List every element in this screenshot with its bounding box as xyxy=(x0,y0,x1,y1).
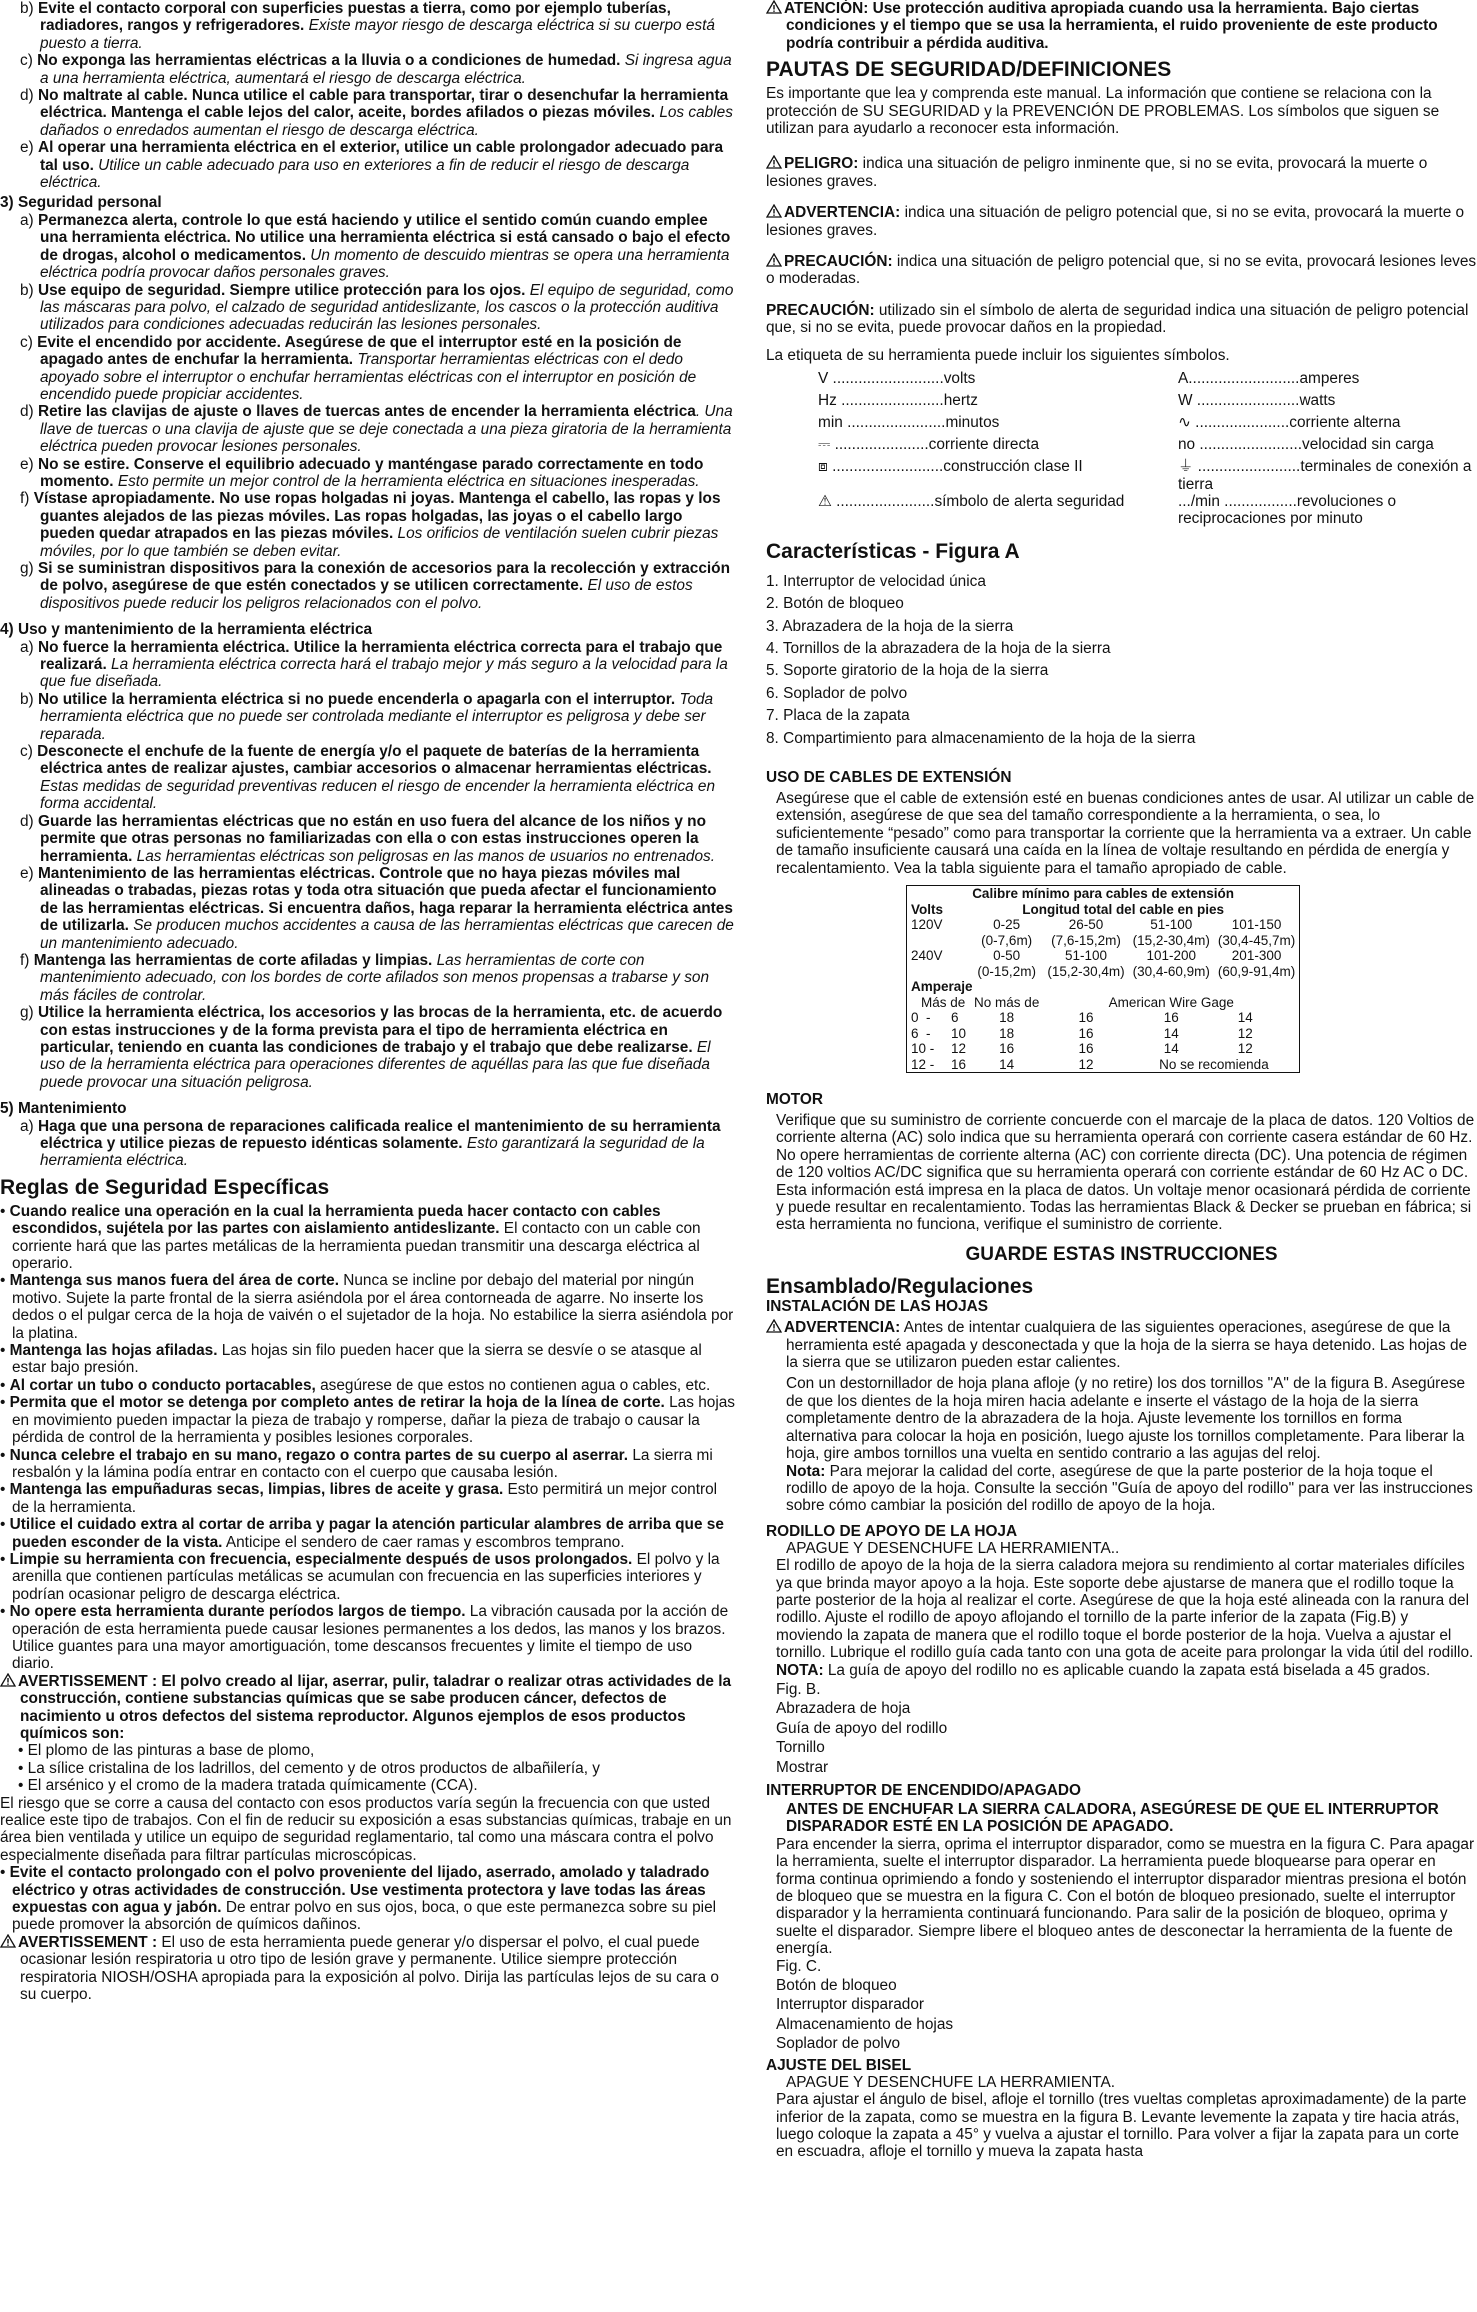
section-3-list xyxy=(0,212,735,612)
s3-item: d) Retire las clavijas de ajuste o llaves de tuercas antes de encender la herramienta eléctrica. Una llave de tuercas o una clavija de ajuste que se deje conectada a una pieza giratoria de la herramienta eléctrica pueden provocar lesiones personales. xyxy=(20,403,733,456)
section-5-title: 5) Mantenimiento xyxy=(0,1100,127,1118)
s4-item: a) No fuerce la herramienta eléctrica. Utilice la herramienta eléctrica correcta para el trabajo que realizará. La herramienta eléctrica correcta hará el trabajo mejor y más seguro a la velocidad para la que fue diseñada. xyxy=(20,638,728,691)
symbol-row: ⧈ ..........................construcción clase II ⏚ ........................terminales de conexión a tierra xyxy=(818,458,1472,493)
chemical-item: • El plomo de las pinturas a base de plomo, xyxy=(18,1742,315,1760)
precaucion-definition: PRECAUCIÓN: indica una situación de peligro potencial que, si no se evita, provocará lesiones leves o moderadas. xyxy=(766,253,1477,288)
figure-c-legend xyxy=(766,1958,1477,2053)
pautas-intro: Es importante que lea y comprenda este manual. La información que contiene se relaciona con la protección de SU SEGURIDAD y la PREVENCIÓN DE PROBLEMAS. Los símbolos que siguen se utilizan para ayudarlo a reconocer esta información. xyxy=(766,85,1440,138)
safety-item-e: e) Al operar una herramienta eléctrica en el exterior, utilice un cable prolongador adecuado para tal uso. Utilice un cable adecuado para uso en exteriores a fin de reducir el riesgo de descarga eléctrica. xyxy=(20,139,724,192)
warning-triangle-icon xyxy=(766,1319,782,1333)
caract-item: 7. Placa de la zapata xyxy=(766,707,910,725)
avertissement-1: AVERTISSEMENT : El polvo creado al lijar, aserrar, pulir, taladrar o realizar otras actividades de la construcción, contiene substancias químicas que se sabe producen cáncer, defectos de nacimiento u otros defectos del sistema reproductor. Algunos ejemplos de esos productos químicos son: xyxy=(0,1673,735,1743)
symbol-row: ⎓ ......................corriente directa no ........................velocidad sin carga xyxy=(818,436,1434,454)
s4-item: f) Mantenga las herramientas de corte afiladas y limpias. Las herramientas de corte con mantenimiento adecuado, con los bordes de corte afilados son menos propensas a trabarse y son más fáciles de controlar. xyxy=(20,951,710,1004)
s3-item: g) Si se suministran dispositivos para la conexión de accesorios para la recolección y extracción de polvo, asegúrese de que estén conectados y se utilicen correctamente. El uso de estos dispositivos puede reducir los peligros relacionados con el polvo. xyxy=(20,560,730,612)
rodillo-nota: NOTA: La guía de apoyo del rodillo no es aplicable cuando la zapata está biselada a 45 grados. xyxy=(776,1661,1431,1679)
fig-b-item: Abrazadera de hoja xyxy=(776,1700,911,1718)
regla-item: • Mantenga sus manos fuera del área de corte. Nunca se incline por debajo del material por ningún motivo. Sujete la parte frontal de la sierra asiéndola por el área contorneada de agarre. No inserte los dedos o el pulgar cerca de la hoja de vaivén o el sujetador de la hoja. No estabilice la sierra asiéndola por la platina. xyxy=(0,1272,734,1342)
symbol-row: Hz ........................hertz W ........................watts xyxy=(818,392,1336,410)
ext-row: 10 - 12 16 16 14 12 xyxy=(911,1041,1253,1056)
s5-item: a) Haga que una persona de reparaciones calificada realice el mantenimiento de su herramienta eléctrica y utilice piezas de repuesto idénticas solamente. Esto garantizará la seguridad de la herramienta eléctrica. xyxy=(20,1117,721,1170)
regla-item: • No opere esta herramienta durante períodos largos de tiempo. La vibración causada por la acción de operación de esta herramienta puede causar lesiones permanentes a los dedos, las manos y los brazos. Utilice guantes para una mayor amortiguación, tome descansos frecuentes y limite el tiempo de uso diario. xyxy=(0,1603,729,1673)
s4-item: c) Desconecte el enchufe de la fuente de energía y/o el paquete de baterías de la herramienta eléctrica antes de realizar ajustes, cambiar accesorios o almacenar herramientas eléctricas. Estas medidas de seguridad preventivas reducen el riesgo de encender la herramienta eléctrica en forma accidental. xyxy=(20,743,716,813)
rodillo-text: El rodillo de apoyo de la hoja de la sierra caladora mejora su rendimiento al cortar materiales difíciles ya que brinda mayor apoyo a la hoja. Este soporte debe ajustarse de manera que el rodillo toque la parte posterior de la hoja al realizar el corte. Asegúrese de que la hoja esté alineada con la ranura del rodillo. Ajuste el rodillo de apoyo aflojando el tornillo de la parte inferior de la zapata (Fig.B) y moviendo la zapata de manera que el rodillo toque el borde posterior de la hoja. Vuelva a ajustar el tornillo. Lubrique el rodillo guía cada tanto con una gota de aceite para prolongar la vida útil del rodillo. xyxy=(776,1557,1474,1662)
s4-item: b) No utilice la herramienta eléctrica si no puede encenderla o apagarla con el interruptor. Toda herramienta eléctrica que no puede ser controlada mediante el interruptor es peligrosa y debe ser reparada. xyxy=(20,690,714,743)
caract-item: 8. Compartimiento para almacenamiento de la hoja de la sierra xyxy=(766,729,1196,747)
chemical-item: • El arsénico y el cromo de la madera tratada químicamente (CCA). xyxy=(18,1777,478,1795)
left-column xyxy=(0,0,735,2312)
warning-triangle-icon xyxy=(0,1673,16,1687)
symbol-row: V ..........................volts A..........................amperes xyxy=(818,370,1360,388)
ensamblado-title: Ensamblado/Regulaciones xyxy=(766,1275,1034,1299)
regla-item: • Utilice el cuidado extra al cortar de arriba y pagar la atención particular alambres de arriba que se pueden esconder de la vista. Anticipe el sendero de caer ramas y escombros temprano. xyxy=(0,1516,724,1551)
caract-item: 4. Tornillos de la abrazadera de la hoja de la sierra xyxy=(766,639,1111,657)
caract-item: 1. Interruptor de velocidad única xyxy=(766,572,986,590)
safety-alert-icon: ⚠ xyxy=(818,492,832,510)
avertissement-1-after: El riesgo que se corre a causa del contacto con esos productos varía según la frecuencia con que usted realice este tipo de trabajos. Con el fin de reducir su exposición a esas substancias químicas, trabaje en un área bien ventilada y utilice un equipo de seguridad reglamentario, tal como una máscara contra el polvo especialmente diseñada para filtrar partículas microscópicas. xyxy=(0,1794,732,1864)
regla-item: • Limpie su herramienta con frecuencia, especialmente después de usos prolongados. El polvo y la arenilla que contienen partículas metálicas se acumulan con frecuencia en las superficies interiores y podrían ocasionar peligro de descarga eléctrica. xyxy=(0,1550,720,1603)
rodillo-title: RODILLO DE APOYO DE LA HOJA xyxy=(766,1522,1018,1540)
section-4-title: 4) Uso y mantenimiento de la herramienta eléctrica xyxy=(0,621,373,639)
motor-text: Verifique que su suministro de corriente concuerde con el marcaje de la placa de datos. 120 Voltios de corriente alterna (AC) solo indica que su herramienta operará con corriente casera estándar de 60 Hz. No opere herramientas de corriente alterna (AC) con corriente directa (DC). Una potencia de régimen de 120 voltios AC/DC significa que su herramienta operará con corriente estándar de 60 Hz AC o DC. Esta información está impresa en la placa de datos. Un voltaje menor ocasionará pérdida de corriente y puede resultar en recalentamiento. Todas las herramientas Black & Decker se prueban en fábrica; si esta herramienta no funciona, verifique el suministro de corriente. xyxy=(776,1112,1475,1234)
instalacion-text: Con un destornillador de hoja plana afloje (y no retire) los dos tornillos "A" de la figura B. Asegúrese de que los dientes de la hoja miren hacia adelante e inserte el vástago de la hoja de la sierra completamente dentro de la abrazadera de la hoja. Ajuste levemente los tornillos en forma alternativa para colocar la hoja en posición, luego ajuste los tornillos completamente. Para liberar la hoja, gire ambos tornillos una vuelta en sentido contrario a las agujas del reloj. xyxy=(786,1375,1466,1463)
caract-item: 6. Soplador de polvo xyxy=(766,684,908,702)
caracteristicas-list xyxy=(766,573,1477,747)
caracteristicas-title: Características - Figura A xyxy=(766,539,1020,563)
right-column xyxy=(766,0,1477,2312)
etiqueta-intro: La etiqueta de su herramienta puede incluir los siguientes símbolos. xyxy=(766,346,1230,364)
fig-c-item: Almacenamiento de hojas xyxy=(776,2015,954,2033)
avertissement-2: AVERTISSEMENT : El uso de esta herramienta puede generar y/o dispersar el polvo, el cual puede ocasionar lesión respiratoria u otro tipo de lesión grave y permanente. Utilice siempre protección respiratoria NIOSH/OSHA apropiada para la exposición al polvo. Dirija las partículas lejos de su cara o su cuerpo. xyxy=(0,1934,735,2004)
guarde-instrucciones: GUARDE ESTAS INSTRUCCIONES xyxy=(965,1243,1278,1265)
cables-text: Asegúrese que el cable de extensión esté en buenas condiciones antes de usar. Al utilizar un cable de extensión, asegúrese de que sea del tamaño correspondiente a la herramienta, o sea, lo suficientemente “pesado” como para transportar la corriente que la herramienta va a extraer. Un cable de tamaño insuficiente causará una caída en la línea de voltaje resultando en pérdida de energía y recalentamiento. Vea la tabla siguiente para el tamaño apropiado de cable. xyxy=(776,789,1475,877)
reglas-list xyxy=(0,1203,735,1673)
s4-item: d) Guarde las herramientas eléctricas que no están en uso fuera del alcance de los niños y no permite que otras personas no familiarizadas con ella o con estas instrucciones operen la herramienta. Las herramientas eléctricas son peligrosas en las manos de usuarios no entrenados. xyxy=(20,812,716,865)
fig-c-item: Soplador de polvo xyxy=(776,2035,901,2053)
fig-b-item: Tornillo xyxy=(776,1739,825,1757)
s3-item: b) Use equipo de seguridad. Siempre utilice protección para los ojos. El equipo de seguridad, como las máscaras para polvo, el calzado de seguridad antideslizante, los cascos o la protección auditiva utilizados para condiciones adecuadas reducirán las lesiones personales. xyxy=(20,281,734,334)
bisel-subtitle: APAGUE Y DESENCHUFE LA HERRAMIENTA. xyxy=(786,2073,1115,2091)
regla-item: • Permita que el motor se detenga por completo antes de retirar la hoja de la línea de corte. Las hojas en movimiento pueden impactar la pieza de trabajo y romperse, dañar la pieza de trabajo o causar la pérdida de control de la herramienta y posibles lesiones corporales. xyxy=(0,1394,735,1447)
pautas-title: PAUTAS DE SEGURIDAD/DEFINICIONES xyxy=(766,58,1172,82)
ext-row: 12 - 16 14 12 No se recomienda xyxy=(911,1056,1269,1072)
extension-cord-table: Calibre mínimo para cables de extensión Volts Longitud total del cable en pies 120V 0-25 26-50 51-100 101-150 (0-7,6m) (7,6-15,2m) (15,2-30,4m) (30,4-45,7m) 240V 0-50 51-100 101-200 201-300 (0-15,2m) (15,2-30,4m) (30,4-60,9m) (60,9-91,4m) Amperaje Más de No más de American Wire Gage 0 - 6 18 16 16 14 6 - 10 18 16 14 12 10 - 12 16 16 14 12 12 - 16 14 12 No se recomienda xyxy=(906,885,1300,1073)
warning-triangle-icon xyxy=(766,253,782,267)
cables-title: USO DE CABLES DE EXTENSIÓN xyxy=(766,768,1012,786)
s3-item: e) No se estire. Conserve el equilibrio adecuado y manténgase parado correctamente en todo momento. Esto permite un mejor control de la herramienta eléctrica en situaciones inesperadas. xyxy=(20,455,704,490)
ac-current-icon: ∿ xyxy=(1178,414,1191,432)
section-3-title: 3) Seguridad personal xyxy=(0,194,162,212)
safety-item-d: d) No maltrate al cable. Nunca utilice el cable para transportar, tirar o desenchufar la herramienta eléctrica. Mantenga el cable lejos del calor, aceite, bordes afilados o piezas móviles. Los cables dañados o enredados aumentan el riesgo de descarga eléctrica. xyxy=(20,87,733,139)
reglas-title: Reglas de Seguridad Específicas xyxy=(0,1175,330,1199)
interruptor-warning: ANTES DE ENCHUFAR LA SIERRA CALADORA, ASEGÚRESE DE QUE EL INTERRUPTOR DISPARADOR ESTÉ EN LA POSICIÓN DE APAGADO. xyxy=(786,1801,1439,1836)
fig-c-item: Interruptor disparador xyxy=(776,1996,924,2014)
regla-item: • Nunca celebre el trabajo en su mano, regazo o contra partes de su cuerpo al aserrar. La sierra mi resbalón y la lámina podía entrar en contacto con el cuerpo que causaba lesión. xyxy=(0,1446,713,1481)
section-4-list xyxy=(0,639,735,1092)
atencion-notice: ATENCIÓN: Use protección auditiva apropiada cuando usa la herramienta. Bajo ciertas condiciones y el tiempo que se usa la herramienta, el ruido proveniente de este producto podría contribuir a pérdida auditiva. xyxy=(766,0,1477,52)
chemical-item: • La sílice cristalina de los ladrillos, del cemento y de otros productos de albañilería, y xyxy=(18,1759,600,1777)
motor-title: MOTOR xyxy=(766,1091,824,1108)
peligro-definition: PELIGRO: indica una situación de peligro inminente que, si no se evita, provocará la muerte o lesiones graves. xyxy=(766,155,1428,190)
fig-b-item: Mostrar xyxy=(776,1758,829,1776)
s3-item: c) Evite el encendido por accidente. Asegúrese de que el interruptor esté en la posición de apagado antes de enchufar la herramienta. Transportar herramientas eléctricas con el dedo apoyado sobre el interruptor o enchufar herramientas eléctricas con el interruptor en posición de encendido puede propiciar accidentes. xyxy=(20,333,697,403)
regla-item: • Mantenga las hojas afiladas. Las hojas sin filo pueden hacer que la sierra se desvíe o se atasque al estar bajo presión. xyxy=(0,1342,702,1377)
figure-b-legend xyxy=(766,1681,1477,1776)
fig-c-item: Fig. C. xyxy=(776,1957,822,1975)
s4-item: e) Mantenimiento de las herramientas eléctricas. Controle que no haya piezas móviles mal alineadas o trabadas, piezas rotas y toda otra situación que pueda afectar el funcionamiento de las herramientas eléctricas. Si encuentra daños, haga reparar la herramienta eléctrica antes de utilizarla. Se producen muchos accidentes a causa de las herramientas eléctricas que carecen de un mantenimiento adecuado. xyxy=(20,864,734,952)
regla-item: • Cuando realice una operación en la cual la herramienta pueda hacer contacto con cables escondidos, sujétela por las partes con aislamiento antideslizante. El contacto con un cable con corriente hará que las partes metálicas de la herramienta puedan transmitir una descarga eléctrica al operario. xyxy=(0,1202,701,1273)
instalacion-nota: Nota: Para mejorar la calidad del corte, asegúrese de que la parte posterior de la hoja toque el rodillo de apoyo de la hoja. Consulte la sección "Guía de apoyo del rodillo" para ver las instrucciones sobre cómo cambiar la posición del rodillo de apoyo de la hoja. xyxy=(786,1462,1473,1515)
dc-current-icon: ⎓ xyxy=(818,436,831,454)
fig-b-item: Fig. B. xyxy=(776,1680,821,1698)
ext-row: 6 - 10 18 16 14 12 xyxy=(911,1025,1253,1041)
fig-c-item: Botón de bloqueo xyxy=(776,1977,897,1995)
interruptor-title: INTERRUPTOR DE ENCENDIDO/APAGADO xyxy=(766,1782,1081,1799)
ext-row: 0 - 6 18 16 16 14 xyxy=(911,1010,1253,1025)
precaucion-no-symbol-definition: PRECAUCIÓN: utilizado sin el símbolo de alerta de seguridad indica una situación de peligro potencial que, si no se evita, puede provocar daños en la propiedad. xyxy=(766,301,1469,337)
symbols-table xyxy=(818,370,1477,528)
rodillo-subtitle: APAGUE Y DESENCHUFE LA HERRAMIENTA.. xyxy=(786,1539,1120,1557)
bisel-text: Para ajustar el ángulo de bisel, afloje el tornillo (tres vueltas completas aproximadamente) de la parte inferior de la zapata, como se muestra en la figura B. Levante levemente la zapata y tire hacia atrás, luego coloque la zapata a 45° y vuelva a ajustar el tornillo. Para volver a fijar la zapata para un corte en escuadra, afloje el tornillo y mueva la zapata hasta xyxy=(776,2091,1467,2161)
warning-triangle-icon xyxy=(766,204,782,218)
caract-item: 2. Botón de bloqueo xyxy=(766,595,904,613)
instalacion-advertencia: ADVERTENCIA: Antes de intentar cualquiera de las siguientes operaciones, asegúrese de que la herramienta esté apagada y desconectada y que la hoja de la sierra se haya detenido. Las hojas de la sierra que se utilizaron pueden estar calientes. xyxy=(766,1319,1477,1371)
warning-triangle-icon xyxy=(766,0,782,14)
safety-item-c: c) No exponga las herramientas eléctricas a la lluvia o a condiciones de humedad. Si ingresa agua a una herramienta eléctrica, aumentará el riesgo de descarga eléctrica. xyxy=(20,52,732,87)
s4-item: g) Utilice la herramienta eléctrica, los accesorios y las brocas de la herramienta, etc. de acuerdo con estas instrucciones y de la forma prevista para el tipo de herramienta eléctrica en particular, teniendo en cuanta las condiciones de trabajo y el trabajo que debe realizarse. El uso de la herramienta eléctrica para operaciones diferentes de aquéllas para las que fue diseñada puede provocar una situación peligrosa. xyxy=(20,1004,723,1091)
avertissement-1-bullet: • Evite el contacto prolongado con el polvo proveniente del lijado, aserrado, amolado y taladrado eléctrico y otras actividades de construcción. Use vestimenta protectora y lave todas las áreas expuestas con agua y jabón. De entrar polvo en sus ojos, boca, o que este permanezca sobre su piel puede promover la absorción de químicos dañinos. xyxy=(0,1864,717,1934)
regla-item: • Mantenga las empuñaduras secas, limpias, libres de aceite y grasa. Esto permitirá un mejor control de la herramienta. xyxy=(0,1481,718,1516)
chemicals-list xyxy=(0,1742,735,1794)
interruptor-text: Para encender la sierra, oprima el interruptor disparador, como se muestra en la figura C. Para apagar la herramienta, suelte el interruptor disparador. La herramienta puede bloquearse para operar en forma continua oprimiendo a fondo y sosteniendo el interruptor disparador mientras presiona el botón de bloqueo que se muestra en la figura C. Con el botón de bloqueo presionado, suelte el interruptor disparador y la herramienta continuará funcionando. Para salir de la posición de bloqueo, oprima y suelte el disparador. Siempre libere el bloqueo antes de desconectar la herramienta de la fuente de energía. xyxy=(776,1835,1475,1958)
instalacion-title: INSTALACIÓN DE LAS HOJAS xyxy=(766,1298,989,1316)
regla-item: • Al cortar un tubo o conducto portacables, asegúrese de que estos no contienen agua o cables, etc. xyxy=(0,1376,711,1394)
s3-item: f) Vístase apropiadamente. No use ropas holgadas ni joyas. Mantenga el cabello, las ropas y los guantes alejados de las piezas móviles. Las ropas holgadas, las joyas o el cabello largo pueden quedar atrapados en las piezas móviles. Los orificios de ventilación suelen cubrir piezas móviles, por lo que también se deben evitar. xyxy=(20,490,721,560)
symbol-row: ⚠ .......................símbolo de alerta seguridad .../min .................revoluciones o reciprocaciones por minuto xyxy=(818,492,1397,528)
warning-triangle-icon xyxy=(766,155,782,169)
s3-item: a) Permanezca alerta, controle lo que está haciendo y utilice el sentido común cuando emplee una herramienta eléctrica. No utilice una herramienta eléctrica si está cansado o bajo el efecto de drogas, alcohol o medicamentos. Un momento de descuido mientras se opera una herramienta eléctrica podría provocar daños personales graves. xyxy=(20,211,731,282)
caract-item: 3. Abrazadera de la hoja de la sierra xyxy=(766,617,1014,635)
class-ii-icon: ⧈ xyxy=(818,458,828,476)
symbol-row: min .......................minutos ∿ ......................corriente alterna xyxy=(818,414,1401,432)
caract-item: 5. Soporte giratorio de la hoja de la sierra xyxy=(766,662,1049,680)
advertencia-definition: ADVERTENCIA: indica una situación de peligro potencial que, si no se evita, provocará la muerte o lesiones graves. xyxy=(766,204,1465,239)
fig-b-item: Guía de apoyo del rodillo xyxy=(776,1719,948,1737)
safety-item-b: b) Evite el contacto corporal con superficies puestas a tierra, como por ejemplo tuberías, radiadores, rangos y refrigeradores. Existe mayor riesgo de descarga eléctrica si su cuerpo está puesto a tierra. xyxy=(20,0,715,52)
warning-triangle-icon xyxy=(0,1934,16,1948)
earth-terminal-icon: ⏚ xyxy=(1178,458,1194,476)
ext-table-title: Calibre mínimo para cables de extensión xyxy=(972,886,1235,901)
bisel-title: AJUSTE DEL BISEL xyxy=(766,2056,912,2074)
